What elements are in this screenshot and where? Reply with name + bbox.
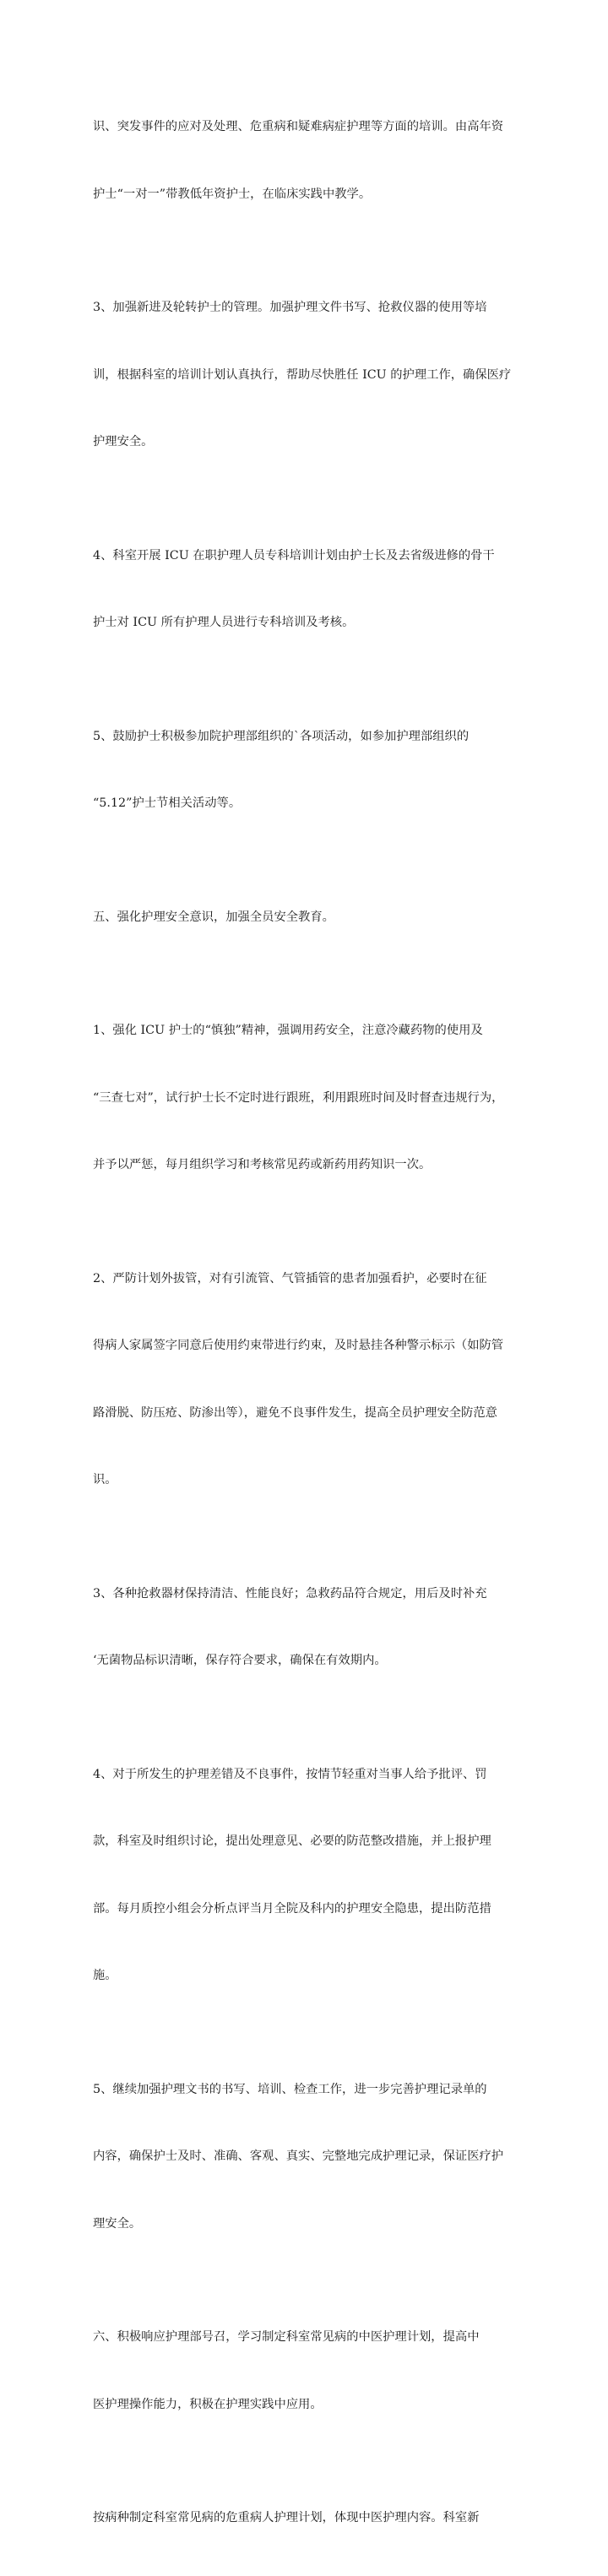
paragraph-safety-item-3: [93, 1538, 515, 1717]
text-line: 3、加强新进及轮转护士的管理。加强护理文件书写、抢救仪器的使用等培: [93, 301, 487, 314]
text-line: 医护理操作能力，积极在护理实践中应用。: [93, 2397, 323, 2411]
text-line: 训，根据科室的培训计划认真执行，帮助尽快胜任 ICU 的护理工作，确保医疗: [93, 367, 512, 382]
section-heading-6-tcm: [93, 2281, 515, 2460]
text-line: ‘无菌物品标识清晰，保存符合要求，确保在有效期内。: [93, 1654, 387, 1667]
paragraph-safety-item-4: [93, 1719, 515, 2032]
section-heading-5-safety: [93, 861, 515, 974]
text-line: “5.12”护士节相关活动等。: [93, 796, 242, 810]
text-line: 款，科室及时组织讨论，提出处理意见、必要的防范整改措施，并上报护理: [93, 1834, 491, 1848]
paragraph-tcm-plan: [93, 2462, 515, 2574]
document-body: [93, 71, 515, 2576]
text-line: 路滑脱、防压疮、防渗出等），避免不良事件发生，提高全员护理安全防范意: [93, 1405, 497, 1420]
text-line: 得病人家属签字同意后使用约束带进行约束，及时悬挂各种警示标示（如防管: [93, 1339, 504, 1352]
text-line: 六、积极响应护理部号召，学习制定科室常见病的中医护理计划，提高中: [93, 2330, 480, 2344]
text-line: 识。: [93, 1473, 117, 1486]
paragraph-item-3-new-nurses: [93, 252, 515, 498]
text-line: 护士“一对一”带教低年资护士，在临床实践中教学。: [93, 187, 372, 201]
text-line: 理安全。: [93, 2216, 142, 2231]
paragraph-safety-item-2: [93, 1223, 515, 1536]
text-line: 按病种制定科室常见病的危重病人护理计划，体现中医护理内容。科室新: [93, 2511, 480, 2524]
paragraph-item-4-icu-training: [93, 500, 515, 679]
text-line: 1、强化 ICU 护士的“慎独”精神，强调用药安全，注意冷藏药物的使用及: [93, 1024, 483, 1037]
paragraph-training-continued: [93, 71, 515, 250]
text-line: 4、对于所发生的护理差错及不良事件，按情节轻重对当事人给予批评、罚: [93, 1767, 487, 1781]
paragraph-safety-item-1: [93, 975, 515, 1221]
text-line: 4、科室开展 ICU 在职护理人员专科培训计划由护士长及去省级进修的骨干: [93, 548, 495, 562]
text-line: 3、各种抢救器材保持清洁、性能良好；急救药品符合规定，用后及时补充: [93, 1586, 487, 1600]
paragraph-item-5-activities: [93, 681, 515, 860]
text-line: “三查七对”，试行护士长不定时进行跟班，利用跟班时间及时督查违规行为，: [93, 1090, 504, 1105]
paragraph-safety-item-5: [93, 2034, 515, 2280]
text-line: 施。: [93, 1969, 117, 1982]
text-line: 护士对 ICU 所有护理人员进行专科培训及考核。: [93, 616, 355, 629]
text-line: 2、严防计划外拔管，对有引流管、气管插管的患者加强看护，必要时在征: [93, 1271, 487, 1285]
text-line: 内容，确保护士及时、准确、客观、真实、完整地完成护理记录，保证医疗护: [93, 2149, 504, 2163]
text-line: 五、强化护理安全意识，加强全员安全教育。: [93, 910, 334, 924]
text-line: 5、继续加强护理文书的书写、培训、检查工作，进一步完善护理记录单的: [93, 2082, 487, 2096]
text-line: 部。每月质控小组会分析点评当月全院及科内的护理安全隐患，提出防范措: [93, 1901, 491, 1916]
text-line: 护理安全。: [93, 435, 154, 448]
text-line: 并予以严惩，每月组织学习和考核常见药或新药用药知识一次。: [93, 1158, 432, 1171]
text-line: 识、突发事件的应对及处理、危重病和疑难病症护理等方面的培训。由高年资: [93, 120, 504, 133]
text-line: 5、鼓励护士积极参加院护理部组织的`各项活动，如参加护理部组织的: [93, 729, 470, 743]
